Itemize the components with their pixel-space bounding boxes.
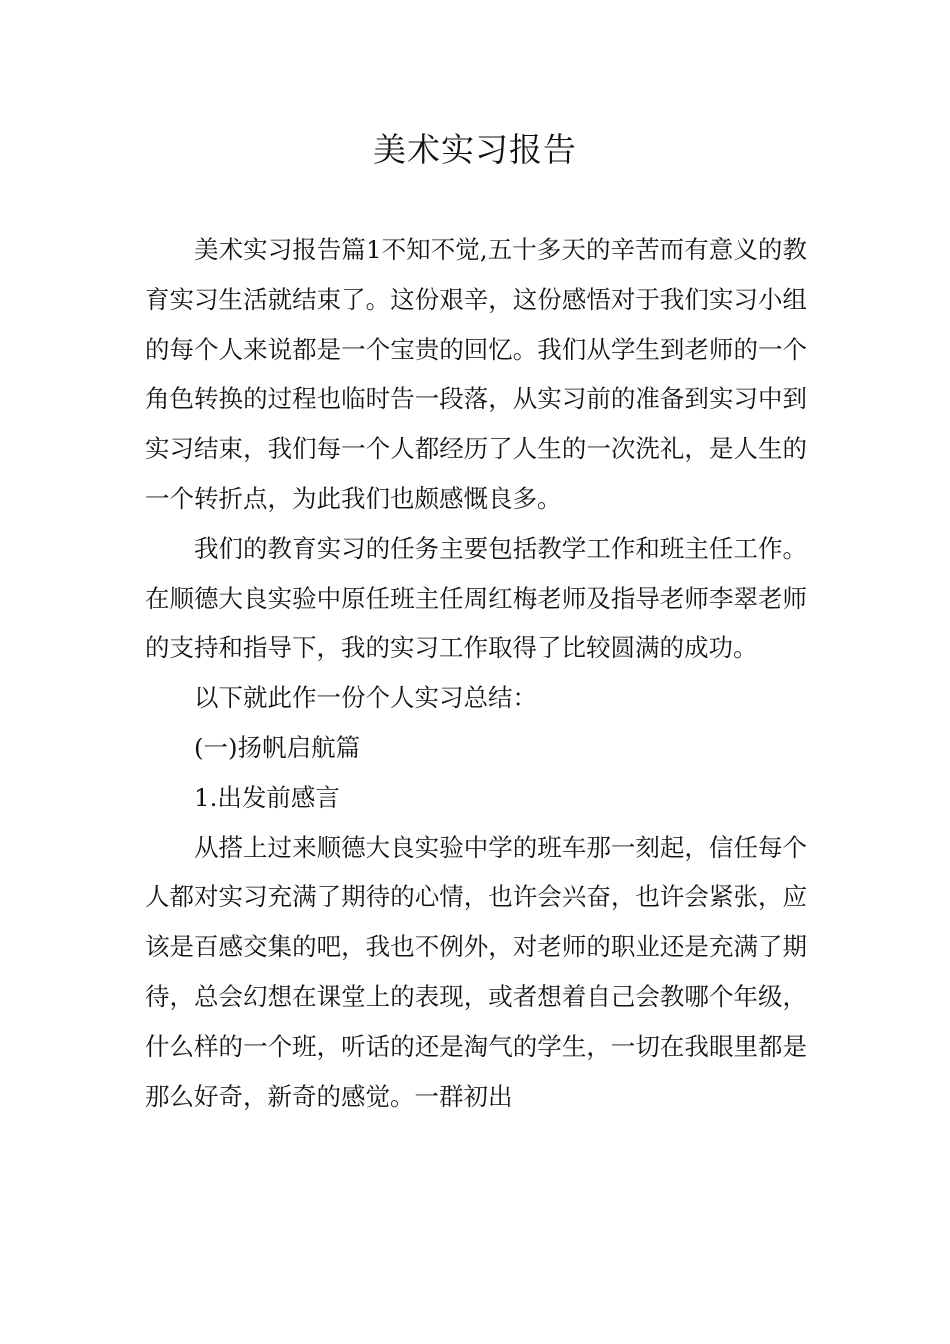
section-heading: (一)扬帆启航篇 xyxy=(194,732,361,762)
paragraph-summary-lead: 以下就此作一份个人实习总结： xyxy=(194,683,537,713)
paragraph-intro: 美术实习报告篇1不知不觉,五十多天的辛苦而有意义的教育实习生活就结束了。这份艰辛，这份感悟对于我们实习小组的每个人来说都是一个宝贵的回忆。我们从学生到老师的一个角色转换的过程也临时告一段落，从实习前的准备到实习中到实习结束，我们每一个人都经历了人生的一次洗礼，是人生的一个转折点，为此我们也颇感慨良多。 xyxy=(145,235,807,513)
paragraph-departure: 从搭上过来顺德大良实验中学的班车那一刻起，信任每个人都对实习充满了期待的心情，也许会兴奋，也许会紧张，应该是百感交集的吧，我也不例外，对老师的职业还是充满了期待，总会幻想在课堂上的表现，或者想着自己会教哪个年级，什么样的一个班，听话的还是淘气的学生，一切在我眼里都是那么好奇，新奇的感觉。一群初出 xyxy=(145,832,807,1111)
document-body xyxy=(145,225,807,1121)
paragraph-tasks: 我们的教育实习的任务主要包括教学工作和班主任工作。在顺德大良实验中原任班主任周红梅老师及指导老师李翠老师的支持和指导下，我的实习工作取得了比较圆满的成功。 xyxy=(145,533,807,663)
subsection-heading: 1.出发前感言 xyxy=(194,782,340,812)
document-title: 美术实习报告 xyxy=(373,130,577,169)
